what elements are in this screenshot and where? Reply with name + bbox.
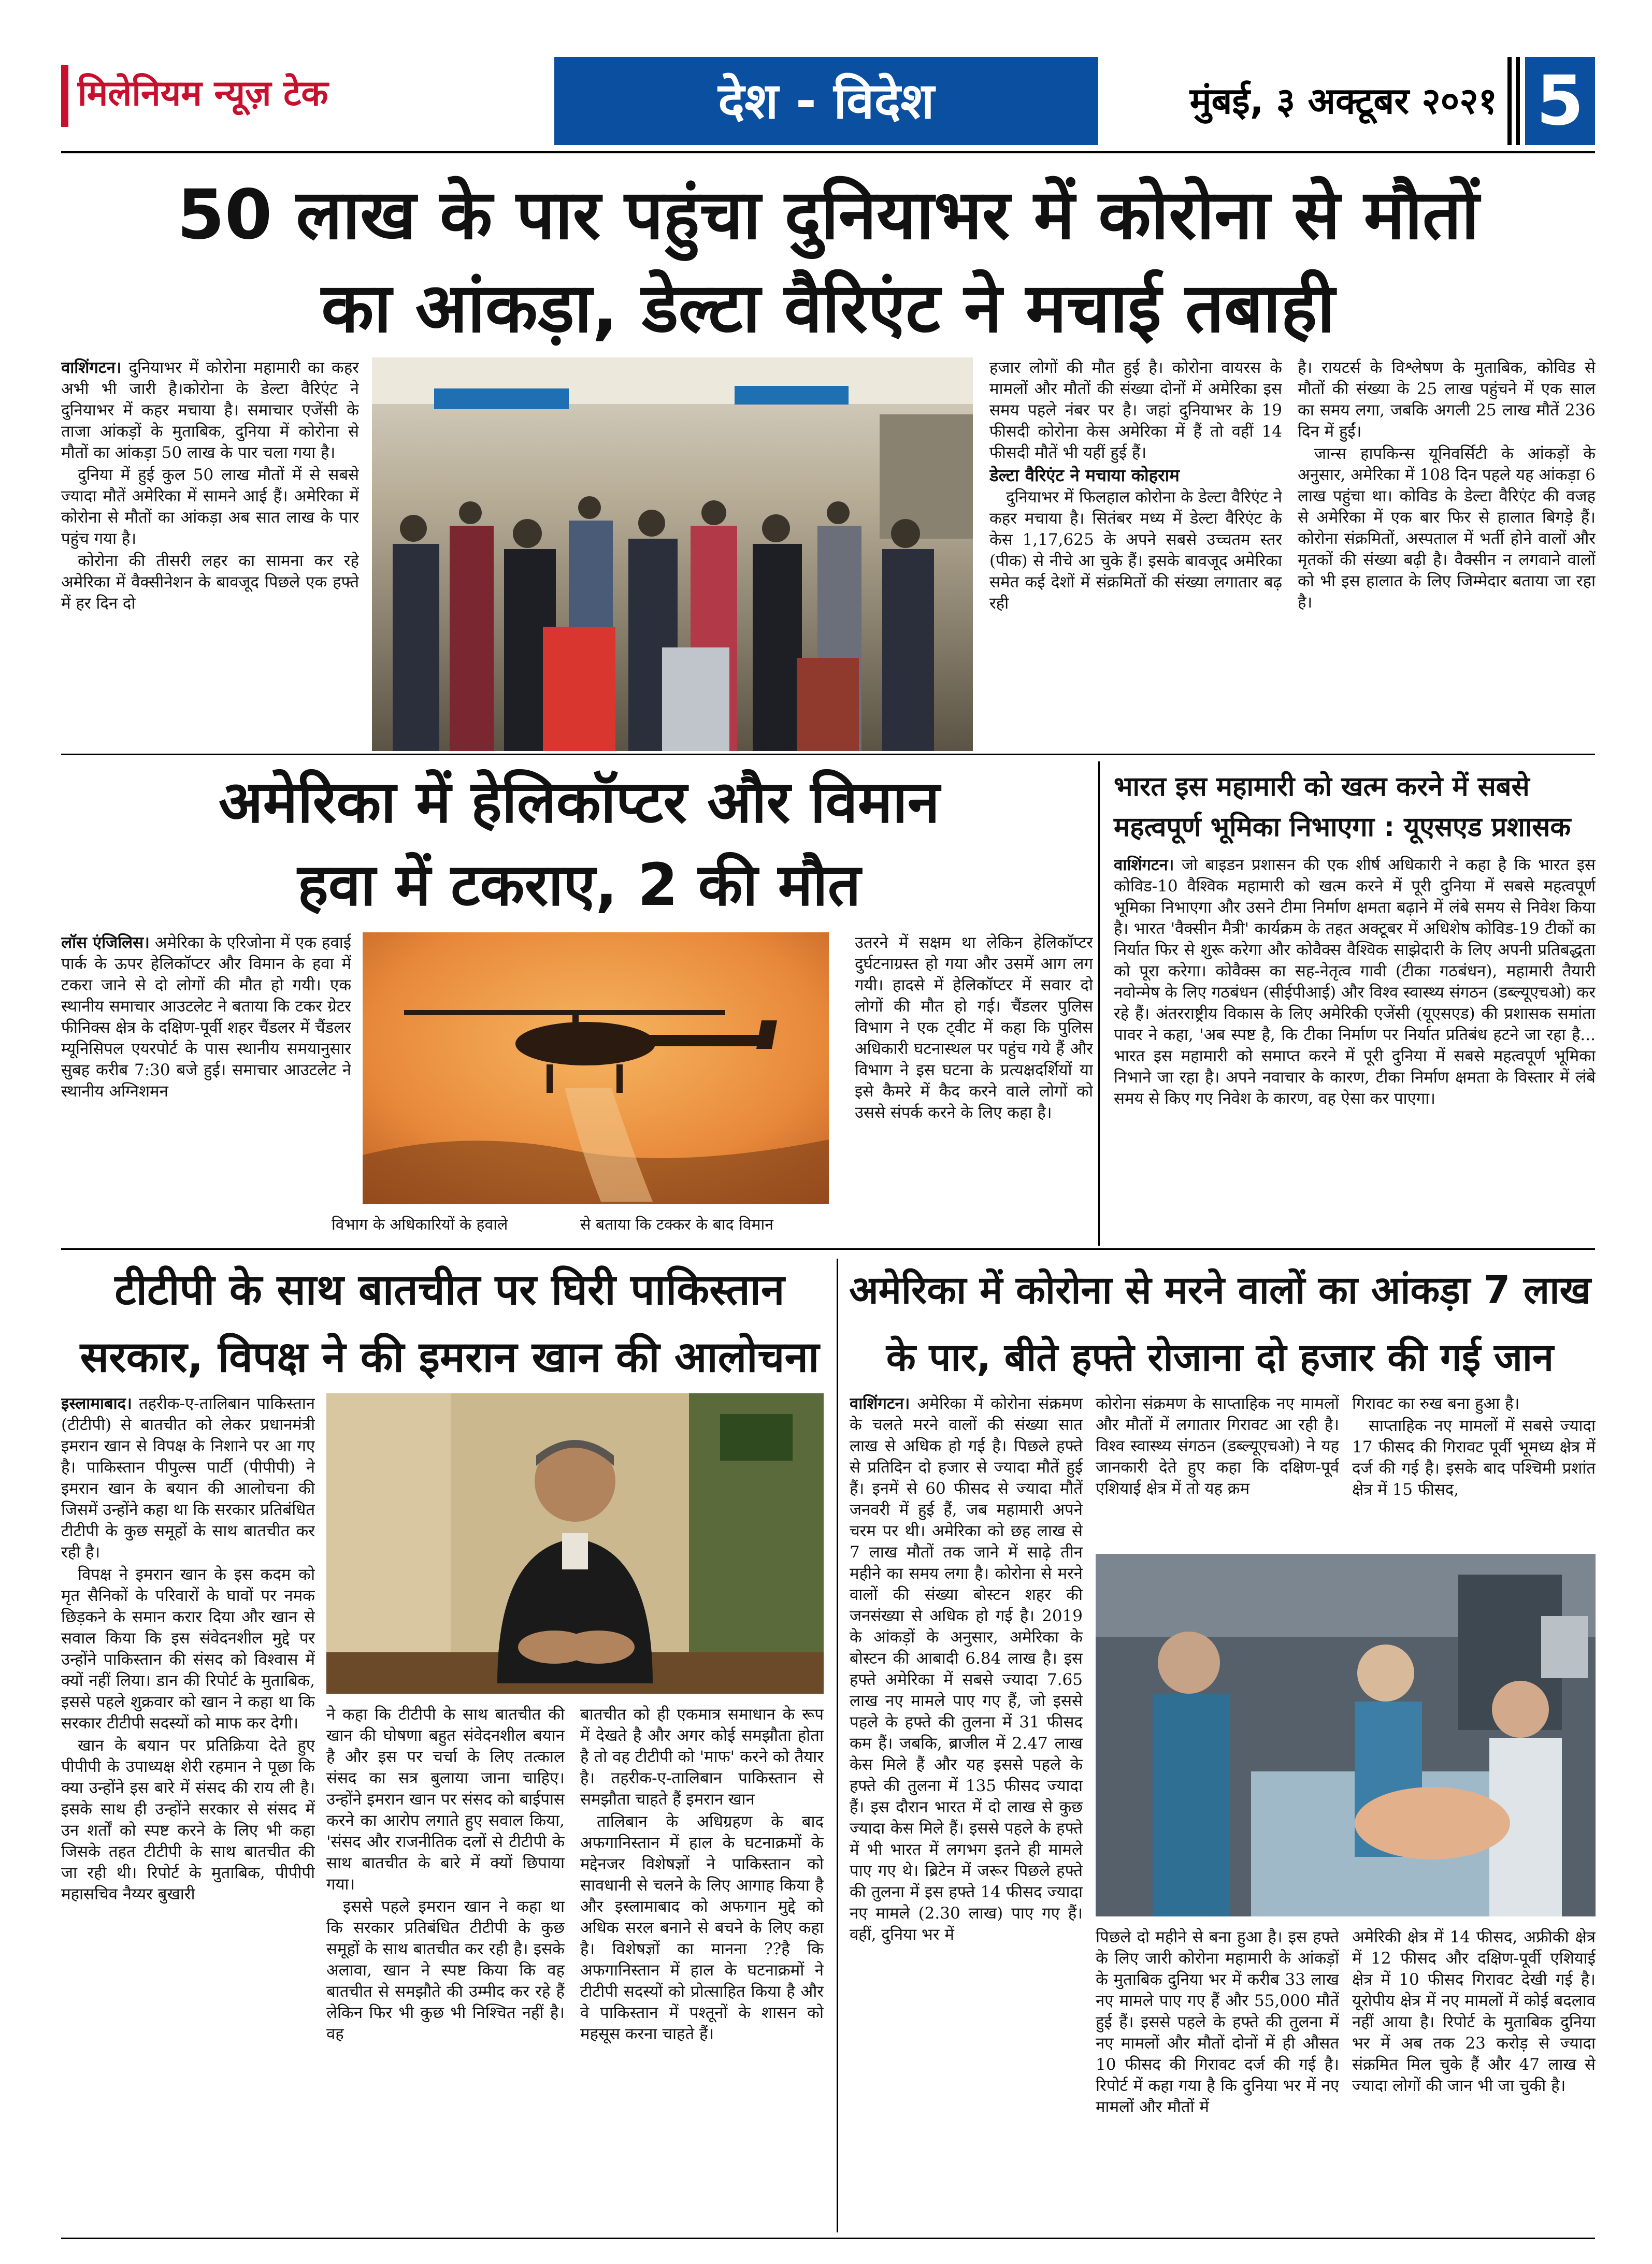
article5-column-3-top xyxy=(1352,1393,1596,1549)
article1-column-1 xyxy=(61,357,359,751)
article5-headline-line1: अमेरिका में कोरोना से मरने वालों का आंकड़ा 7 लाख xyxy=(849,1268,1591,1313)
article5-col3-bottom-para: अमेरिकी क्षेत्र में 14 फीसद, अफ्रीकी क्षेत्र में 12 फीसद और दक्षिण-पूर्वी एशियाई क्षेत्र में 10 फीसद गिरावट देखी गई है। यूरोपीय क्षेत्र में नए मामलों में कोई बदलाव नहीं आया है। रिपोर्ट के मुताबिक दुनिया भर में अब तक 23 करोड़ से ज्यादा संक्रमित मिल चुके हैं और 47 लाख से ज्यादा लोगों की जान भी जा चुकी है। xyxy=(1352,1928,1596,2095)
article2-headline-line2: हवा में टकराए, 2 की मौत xyxy=(297,852,861,919)
hospital-photo xyxy=(1096,1554,1596,1916)
article4-right-divider xyxy=(837,1259,838,2232)
article3-body xyxy=(1114,855,1596,1246)
helicopter-photo xyxy=(363,932,829,1204)
article4-headline-line1: टीटीपी के साथ बातचीत पर घिरी पाकिस्तान xyxy=(114,1265,785,1315)
article1-column-3 xyxy=(989,357,1282,751)
article4-dateline: इस्लामाबाद। xyxy=(61,1394,132,1413)
article5-col3-top-para1: गिरावट का रुख बना हुआ है। xyxy=(1352,1394,1520,1413)
article4-column-2 xyxy=(326,1704,565,2232)
imran-khan-photo xyxy=(326,1393,824,1694)
article5-col2-bottom-para: पिछले दो महीने से बना हुआ है। इस हफ्ते के लिए जारी कोरोना महामारी के आंकड़ों के मुताबिक दुनिया भर में करीब 33 लाख नए मामले पाए गए हैं और 55,000 मौतें हुई हैं। इससे पहले के हफ्ते की तुलना में नए मामलों और मौतों दोनों में ही औसत 10 फीसद की गिरावट दर्ज की गई है। रिपोर्ट में कहा गया है कि दुनिया भर में नए मामलों और मौतों में xyxy=(1096,1928,1339,2116)
page-number: 5 xyxy=(1525,57,1595,145)
article4-col1-para1: तहरीक-ए-तालिबान पाकिस्तान (टीटीपी) से बातचीत को लेकर प्रधानमंत्री इमरान खान से विपक्ष के निशाने पर आ गए है। पाकिस्तान पीपुल्स पार्टी (पीपीपी) ने इमरान खान के बयान की आलोचना की जिसमें उन्होंने कहा था कि सरकार प्रतिबंधित टीटीपी के कुछ समूहों के साथ बातचीत कर रही है। xyxy=(61,1394,315,1562)
article1-col1-para2: दुनिया में हुई कुल 50 लाख मौतों में से सबसे ज्यादा मौतें अमेरिका में सामने आई हैं। अमेरिका में कोरोना से मौतों का आंकड़ा अब सात लाख के पार पहुंच गया है। xyxy=(61,466,359,548)
article5-column-1 xyxy=(850,1393,1083,2232)
article5-col2-top-para: कोरोना संक्रमण के साप्ताहिक नए मामलों और मौतों में लगातार गिरावट आ रही है। विश्व स्वास्थ्य संगठन (डब्ल्यूएचओ) ने यह जानकारी देते हुए कहा कि दक्षिण-पूर्व एशियाई क्षेत्र में तो यह क्रम xyxy=(1096,1394,1339,1498)
article4-col3-para2: तालिबान के अधिग्रहण के बाद अफगानिस्तान में हाल के घटनाक्रमों के मद्देनजर विशेषज्ञों ने पाकिस्तान को सावधानी से चलने के लिए आगाह किया है और इस्लामाबाद को अफगान मुद्दे को अधिक सरल बनाने से बचने के लिए कहा है। विशेषज्ञों का मानना ??है कि अफगानिस्तान में हाल के घटनाक्रमों ने टीटीपी सदस्यों को प्रोत्साहित किया है और वे पाकिस्तान में पश्तूनों के शासन को महसूस करना चाहते हैं। xyxy=(580,1812,824,2043)
article2-column-3 xyxy=(855,932,1093,1246)
article1-headline-line2: का आंकड़ा, डेल्टा वैरिएंट ने मचाई तबाही xyxy=(321,268,1335,348)
masthead-left-bar xyxy=(61,65,68,127)
article1-column-4 xyxy=(1298,357,1596,751)
article1-col4-para2: जान्स हापकिन्स यूनिवर्सिटी के आंकड़ों के अनुसार, अमेरिका में 108 दिन पहले यह आंकड़ा 6 लाख पहुंचा था। कोविड के डेल्टा वैरिएंट की वजह से अमेरिका में एक बार फिर से हालात बिगड़े हैं। कोरोना संक्रमितों, अस्पताल में भर्ती होने वालों और मृतकों की संख्या बढ़ी है। वैक्सीन न लगवाने वालों को भी इस हालात के लिए जिम्मेदार बताया जा रहा है। xyxy=(1298,444,1596,612)
article3-dateline: वाशिंगटन। xyxy=(1114,856,1174,874)
article5-col3-top-para2: साप्ताहिक नए मामलों में सबसे ज्यादा 17 फीसद की गिरावट पूर्वी भूमध्य क्षेत्र में दर्ज की गई है। इसके बाद पश्चिमी प्रशांत क्षेत्र में 15 फीसद, xyxy=(1352,1417,1596,1499)
article5-column-2-bottom xyxy=(1096,1927,1339,2232)
article4-col2-para1: ने कहा कि टीटीपी के साथ बातचीत की खान की घोषणा बहुत संवेदनशील बयान है और इस पर चर्चा के लिए तत्काल संसद का सत्र बुलाया जाना चाहिए। उन्होंने इमरान खान पर संसद को बाईपास करने का आरोप लगाते हुए सवाल किया, 'संसद और राजनीतिक दलों से टीटीपी के साथ बातचीत के बारे में क्यों छिपाया गया। xyxy=(326,1705,565,1894)
article5-headline-line2: के पार, बीते हफ्ते रोजाना दो हजार की गई जान xyxy=(886,1335,1554,1380)
article2-column-1 xyxy=(61,932,351,1246)
article2-col1-para1: अमेरिका के एरिजोना में एक हवाई पार्क के ऊपर हेलिकॉप्टर और विमान के हवा में टकरा जाने से दो लोगों की मौत हो गयी। एक स्थानीय समाचार आउटलेट ने बताया कि टकर ग्रेटर फीनिक्स क्षेत्र के दक्षिण-पूर्वी शहर चैंडलर में चैंडलर म्यूनिसिपल एयरपोर्ट के पास स्थानीय समयानुसार सुबह करीब 7:30 बजे हुई। समाचार आउटलेट ने स्थानीय अग्निशमन xyxy=(61,933,351,1101)
article1-col1-para3: कोरोना की तीसरी लहर का सामना कर रहे अमेरिका में वैक्सीनेशन के बावजूद पिछले एक हफ्ते में हर दिन दो xyxy=(61,552,359,613)
article1-col3-para1: हजार लोगों की मौत हुई है। कोरोना वायरस के मामलों और मौतों की संख्या दोनों में अमेरिका इस समय पहले नंबर पर है। जहां दुनियाभर के 19 फीसदी कोरोना केस अमेरिका में हैं तो वहीं 14 फीसदी मौतें भी यहीं हुई हैं। xyxy=(989,358,1282,462)
article4-column-3 xyxy=(580,1704,824,2232)
article5-col1-para1: अमेरिका में कोरोना संक्रमण के चलते मरने वालों की संख्या सात लाख से अधिक हो गई है। पिछले हफ्ते से प्रतिदिन दो हजार से ज्यादा मौतें हुई हैं। इनमें से 60 फीसद से ज्यादा मौतें जनवरी में हुई हैं, जब महामारी अपने चरम पर थी। अमेरिका को छह लाख से 7 लाख मौतों तक जाने में साढ़े तीन महीने का समय लगा है। कोरोना से मरने वालों की संख्या बोस्टन शहर की जनसंख्या से अधिक हो गई है। 2019 के आंकड़ों के अनुसार, अमेरिका के बोस्टन की आबादी 6.84 लाख है। इस हफ्ते अमेरिका में सबसे ज्यादा 7.65 लाख नए मामले पाए गए हैं, जो इससे पहले के हफ्ते की तुलना में 31 फीसद कम हैं। जबकि, ब्राजील में 2.47 लाख केस मिले हैं और यह इससे पहले के हफ्ते की तुलना में 135 फीसद ज्यादा हैं। इस दौरान भारत में दो लाख से कुछ ज्यादा केस मिले हैं। इससे पहले के हफ्ते में भी भारत में लगभग इतने ही मामले पाए गए थे। ब्रिटेन में जरूर पिछले हफ्ते की तुलना में इस हफ्ते 14 फीसद ज्यादा नए मामले (2.30 लाख) पाए गए हैं। वहीं, दुनिया भर में xyxy=(850,1394,1083,1944)
article2-col3-para1: उतरने में सक्षम था लेकिन हेलिकॉप्टर दुर्घटनाग्रस्त हो गया और उसमें आग लग गयी। हादसे में हेलिकॉप्टर में सवार दो लोगों की मौत हो गई। चैंडलर पुलिस विभाग ने एक ट्वीट में कहा कि पुलिस अधिकारी घटनास्थल पर पहुंच गये हैं और विभाग ने इस घटना के प्रत्यक्षदर्शियों या इसे कैमरे में कैद करने वाले लोगों को उससे संपर्क करने के लिए कहा है। xyxy=(855,933,1093,1122)
masthead-divider-2 xyxy=(1516,57,1520,145)
article5-dateline: वाशिंगटन। xyxy=(850,1394,910,1413)
article4-column-1 xyxy=(61,1393,315,2232)
section-banner: देश - विदेश xyxy=(554,57,1098,145)
article1-col4-para1: है। रायटर्स के विश्लेषण के मुताबिक, कोविड से मौतों की संख्या के 25 लाख पहुंचने में एक साल का समय लगा, जबकि अगली 25 लाख मौतें 236 दिन में हुईं। xyxy=(1298,358,1596,441)
article2-headline-line1: अमेरिका में हेलिकॉप्टर और विमान xyxy=(219,769,940,836)
article1-col1-para1: दुनियाभर में कोरोना महामारी का कहर अभी भी जारी है।कोरोना के डेल्टा वैरिएंट ने दुनियाभर में कहर मचाया है। समाचार एजेंसी के ताजा आंकड़ों के मुताबिक, दुनिया में कोरोना से मौतों का आंकड़ा 50 लाख के पार चला गया है। xyxy=(61,358,359,462)
article2-dateline: लॉस एंजिलिस। xyxy=(61,933,150,952)
article3-headline-line2: महत्वपूर्ण भूमिका निभाएगा : यूएसएड प्रशासक xyxy=(1114,812,1571,843)
page-bottom-rule xyxy=(61,2238,1595,2239)
article4-col1-para2: विपक्ष ने इमरान खान के इस कदम को मृत सैनिकों के परिवारों के घावों पर नमक छिड़कने के समान करार दिया और खान से सवाल किया कि इस संवेदनशील मुद्दे पर उन्होंने पाकिस्तान की संसद को विश्वास में क्यों नहीं लिया। डान की रिपोर्ट के मुताबिक, इससे पहले शुक्रवार को खान ने कहा था कि सरकार टीटीपी सदस्यों को माफ कर देगी। xyxy=(61,1565,315,1733)
article5-column-2-top xyxy=(1096,1393,1339,1549)
dateline: मुंबई, ३ अक्टूबर २०२१ xyxy=(1189,80,1497,122)
article3-headline-line1: भारत इस महामारी को खत्म करने में सबसे xyxy=(1114,771,1530,802)
masthead-divider-1 xyxy=(1507,57,1512,145)
article2-right-divider xyxy=(1098,761,1100,1246)
article5-column-3-bottom xyxy=(1352,1927,1596,2232)
helicopter-caption-right: से बताया कि टक्कर के बाद विमान xyxy=(580,1216,773,1234)
article1-dateline: वाशिंगटन। xyxy=(61,358,122,377)
masthead-bottom-rule xyxy=(61,151,1595,153)
helicopter-caption-left: विभाग के अधिकारियों के हवाले xyxy=(332,1216,508,1234)
article1-headline-line1: 50 लाख के पार पहुंचा दुनियाभर में कोरोना से मौतों xyxy=(177,175,1479,255)
article4-col2-para2: इससे पहले इमरान खान ने कहा था कि सरकार प्रतिबंधित टीटीपी के कुछ समूहों के साथ बातचीत कर रही है। इसके अलावा, खान ने स्पष्ट किया कि वह बातचीत से समझौते की उम्मीद कर रहे हैं लेकिन फिर भी कुछ भी निश्चित नहीं है। वह xyxy=(326,1897,565,2043)
article4-col1-para3: खान के बयान पर प्रतिक्रिया देते हुए पीपीपी के उपाध्यक्ष शेरी रहमान ने पूछा कि क्या उन्होंने इस बारे में संसद की राय ली है। इसके साथ ही उन्होंने सरकार से संसद में उन शर्तों को स्पष्ट करने के लिए भी कहा जिसके तहत टीटीपी के साथ बातचीत की जा रही थी। रिपोर्ट के मुताबिक, पीपीपी महासचिव नैय्यर बुखारी xyxy=(61,1736,315,1904)
article2-bottom-rule xyxy=(61,1248,1595,1250)
article1-col3-para2: दुनियाभर में फिलहाल कोरोना के डेल्टा वैरिएंट ने कहर मचाया है। सितंबर मध्य में डेल्टा वैरिएंट के केस 1,17,625 के अपने सबसे उच्चतम स्तर (पीक) से नीचे आ चुके हैं। इसके बावजूद अमेरिका समेत कई देशों में संक्रमितों की संख्या लगातार बढ़ रही xyxy=(989,488,1282,613)
article4-headline-line2: सरकार, विपक्ष ने की इमरान खान की आलोचना xyxy=(80,1333,820,1382)
article1-bottom-rule xyxy=(61,754,1595,755)
article1-subhead: डेल्टा वैरिएंट ने मचाया कोहराम xyxy=(989,465,1180,485)
paper-name: मिलेनियम न्यूज़ टेक xyxy=(78,73,328,114)
masthead xyxy=(0,0,1652,150)
article4-col3-para1: बातचीत को ही एकमात्र समाधान के रूप में देखते है और अगर कोई समझौता होता है तो वह टीटीपी को 'माफ' करने को तैयार है। तहरीक-ए-तालिबान पाकिस्तान से समझौता चाहते हैं इमरान खान xyxy=(580,1705,824,1809)
article3-para1: जो बाइडन प्रशासन की एक शीर्ष अधिकारी ने कहा है कि भारत इस कोविड-10 वैश्विक महामारी को खत्म करने में पूरी दुनिया में सबसे महत्वपूर्ण भूमिका निभाएगा और उसने टीमा निर्माण क्षमता बढ़ाने में लंबे समय से निवेश किया है। भारत 'वैक्सीन मैत्री' कार्यक्रम के तहत अक्टूबर में अधिशेष कोविड-19 टीकों का निर्यात फिर से शुरू करेगा और कोवैक्स वैश्विक साझेदारी के लिए अपनी प्रतिबद्धता को पूरा करेगा। कोवैक्स का सह-नेतृत्व गावी (टीका गठबंधन), महामारी तैयारी नवोन्मेष के लिए गठबंधन (सीईपीआई) और विश्व स्वास्थ्य संगठन (डब्ल्यूएचओ) कर रहे हैं। अंतरराष्ट्रीय विकास के लिए अमेरिकी एजेंसी (यूएसएड) की प्रशासक समांता पावर ने कहा, 'अब स्पष्ट है, कि टीका निर्माण पर निर्यात प्रतिबंध हटने जा रहा है... भारत इस महामारी को समाप्त करने में पूरी दुनिया में सबसे महत्वपूर्ण भूमिका निभाने जा रहा है। अपने नवाचार के कारण, टीका निर्माण क्षमता के विस्तार में लंबे समय से किए गए निवेश के कारण, वह ऐसा कर पाएगा। xyxy=(1114,856,1596,1108)
airport-crowd-photo xyxy=(372,357,973,751)
